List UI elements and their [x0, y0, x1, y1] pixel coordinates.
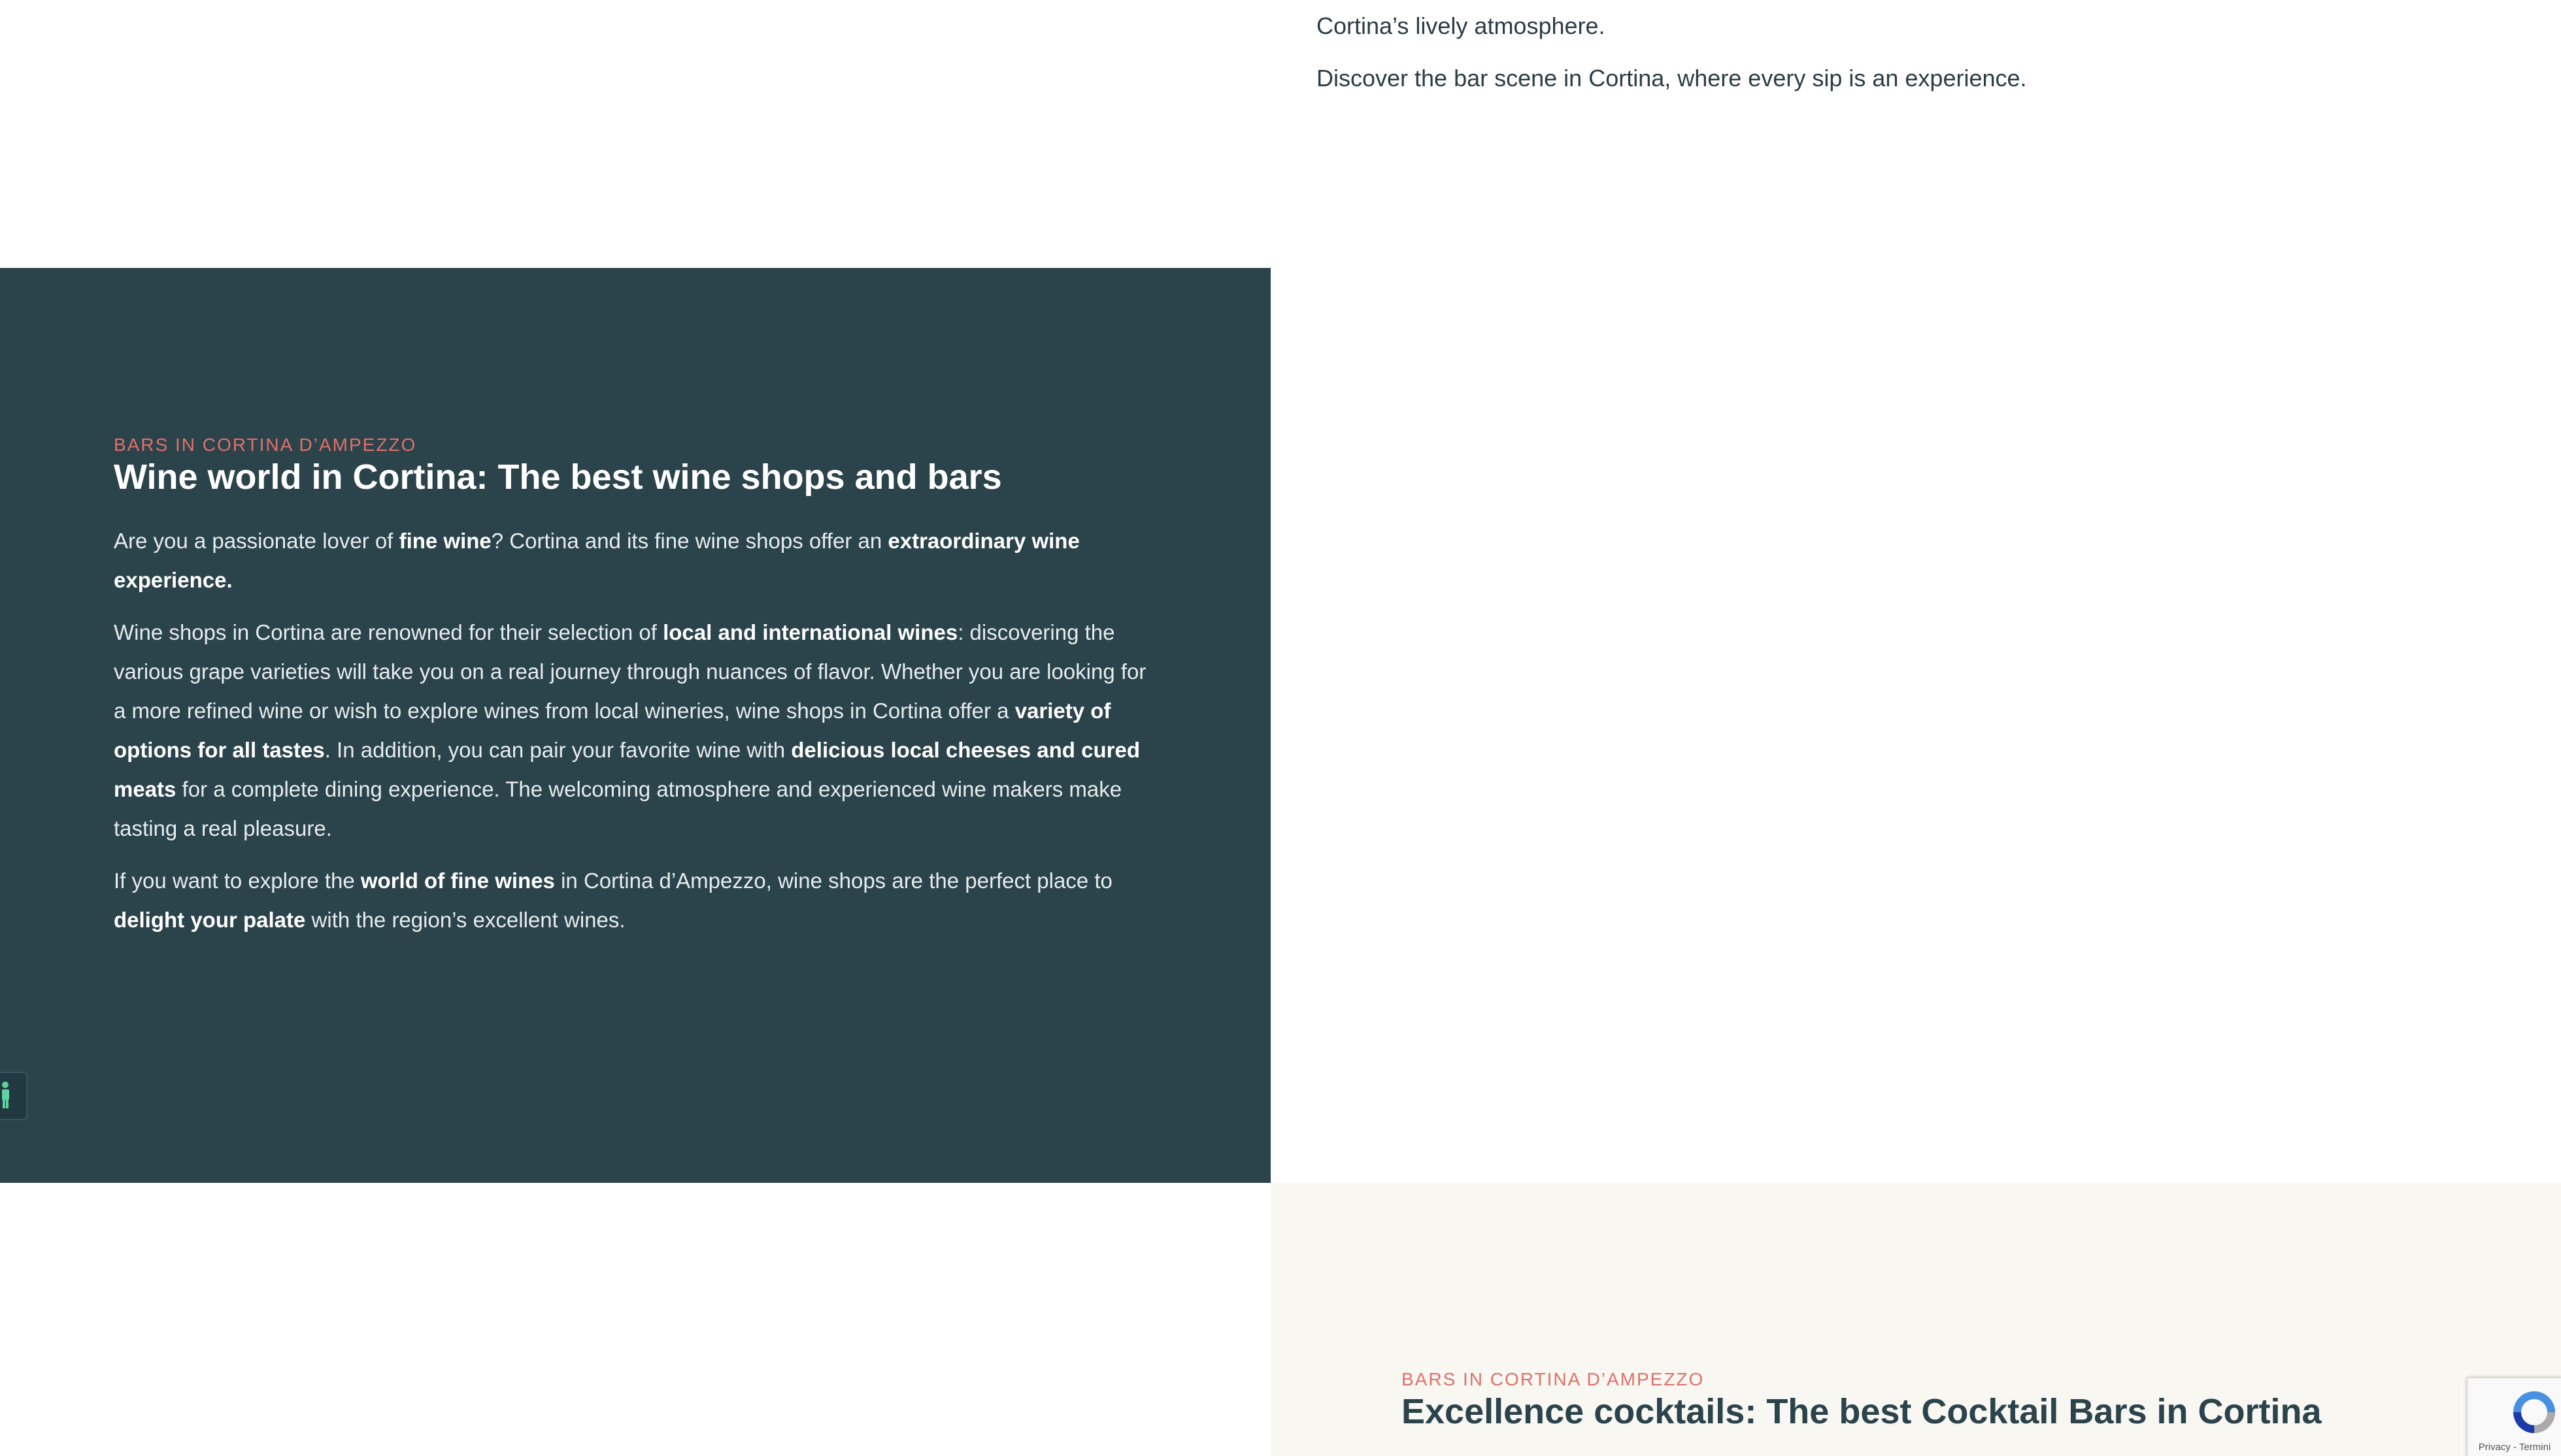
cocktail-eyebrow: BARS IN CORTINA D’AMPEZZO	[1401, 1369, 1705, 1389]
text-span: Are you a passionate lover of	[114, 529, 399, 553]
text-span: : discovering the various grape varieties will take you on a real journey through nuances of flavor. Whether you are looking for a more refined wine or wish to explore wines from local wineries, wine shops in Cortina offer a	[114, 620, 1147, 723]
text-span: with the region’s excellent wines.	[305, 908, 626, 932]
bold-span: variety of options for all tastes	[114, 699, 1111, 762]
bold-span: world of fine wines	[360, 869, 555, 893]
intro-line-2: Discover the bar scene in Cortina, where every sip is an experience.	[1316, 65, 2027, 91]
image-placeholder-area	[1271, 268, 2561, 1183]
wine-content	[114, 434, 1147, 953]
wine-eyebrow: BARS IN CORTINA D’AMPEZZO	[114, 435, 417, 455]
text-span: in Cortina d’Ampezzo, wine shops are the perfect place to	[554, 869, 1113, 893]
bold-span: fine wine	[399, 529, 492, 553]
cocktail-section	[1271, 1183, 2561, 1456]
recaptcha-badge[interactable]	[2467, 1378, 2561, 1456]
wine-paragraph-1	[114, 521, 1147, 600]
text-span: ? Cortina and its fine wine shops offer an	[491, 529, 888, 553]
bold-span: delicious local cheeses and cured meats	[114, 738, 1140, 801]
text-span: . In addition, you can pair your favorite wine with	[324, 738, 792, 762]
wine-title: Wine world in Cortina: The best wine shops and bars	[114, 457, 1002, 497]
text-span: for a complete dining experience. The welcoming atmosphere and experienced wine makers make tasting a real pleasure.	[114, 777, 1122, 840]
accessibility-icon	[0, 1081, 14, 1113]
wine-section	[0, 268, 1271, 1183]
cocktail-content	[1401, 1368, 2513, 1432]
text-span: Wine shops in Cortina are renowned for their selection of	[114, 620, 663, 644]
intro-text-block	[1316, 10, 2428, 115]
wine-paragraph-3	[114, 861, 1147, 940]
intro-line-1: Cortina’s lively atmosphere.	[1316, 12, 1605, 39]
recaptcha-links[interactable]: Privacy - Termini	[2478, 1442, 2551, 1453]
image-placeholder-area-bottom	[0, 1183, 1271, 1456]
text-span: If you want to explore the	[114, 869, 361, 893]
bold-span: local and international wines	[663, 620, 958, 644]
bold-span: extraordinary wine experience.	[114, 529, 1080, 592]
cocktail-title: Excellence cocktails: The best Cocktail Bars in Cortina	[1401, 1392, 2322, 1431]
accessibility-tab[interactable]	[0, 1072, 27, 1120]
bold-span: delight your palate	[114, 908, 306, 932]
wine-paragraph-2	[114, 613, 1147, 848]
recaptcha-icon	[2509, 1387, 2559, 1440]
